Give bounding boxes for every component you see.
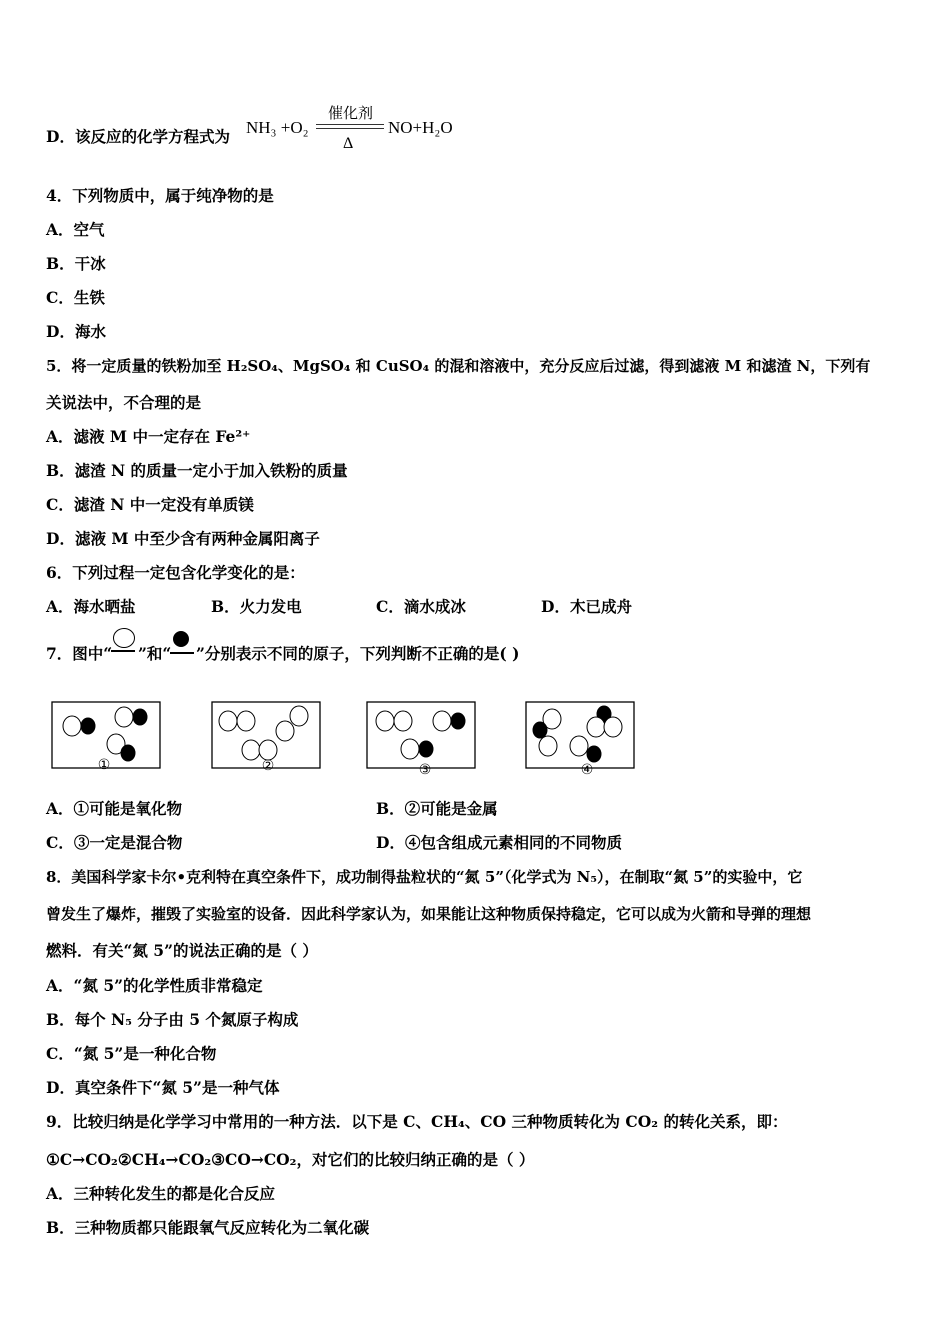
equation-equals-sign: [316, 124, 384, 129]
q8-option-b: B．每个 N₅ 分子由 5 个氮原子构成: [46, 1010, 299, 1029]
q5-option-d: D．滤液 M 中至少含有两种金属阳离子: [46, 529, 320, 548]
q6-option-d: D．木已成舟: [541, 597, 632, 616]
q6-option-b: B．火力发电: [211, 597, 302, 616]
box-label-2: ②: [261, 758, 275, 774]
q9-option-a: A．三种转化发生的都是化合反应: [46, 1184, 276, 1203]
equation-left: NH₃ +O₂: [246, 118, 309, 137]
q7-option-d: D．④包含组成元素相同的不同物质: [376, 833, 622, 852]
diagram-box-4: [526, 702, 634, 778]
equation-right: NO+H₂O: [388, 118, 453, 137]
q8-stem-line2: 曾发生了爆炸，摧毁了实验室的设备．因此科学家认为，如果能让这种物质保持稳定，它可以成为火箭和导弹的理想: [46, 905, 812, 923]
q5-stem-line2: 关说法中，不合理的是: [46, 393, 202, 412]
black-atom-icon: [173, 631, 189, 647]
q6-option-a: A．海水晒盐: [46, 597, 136, 616]
q4-stem: 4．下列物质中，属于纯净物的是: [46, 186, 274, 205]
q8-option-a: A．“氮 5”的化学性质非常稳定: [46, 976, 263, 995]
box-label-4: ④: [580, 762, 594, 778]
q7-option-b: B．②可能是金属: [376, 799, 498, 818]
q8-option-c: C．“氮 5”是一种化合物: [46, 1044, 217, 1063]
diagram-box-1: [52, 702, 160, 773]
white-atom-legend: [111, 628, 135, 652]
equation-condition-top: 催化剂: [328, 106, 374, 122]
q4-option-a: A．空气: [46, 220, 105, 239]
q8-stem-line1: 8．美国科学家卡尔•克利特在真空条件下，成功制得盐粒状的“氮 5”（化学式为 N₅），在制取“氮 5”的实验中，它: [46, 868, 803, 886]
white-atom-icon: [113, 628, 135, 648]
q4-option-c: C．生铁: [46, 288, 105, 307]
q3-option-d: [46, 127, 230, 147]
q6-stem: 6．下列过程一定包含化学变化的是：: [46, 563, 305, 582]
q5-option-a: A．滤液 M 中一定存在 Fe²⁺: [46, 427, 251, 446]
q6-option-c: C．滴水成冰: [376, 597, 466, 616]
q9-option-b: B．三种物质都只能跟氧气反应转化为二氧化碳: [46, 1218, 370, 1237]
diagram-box-2: [212, 702, 320, 774]
q7-option-c: C．③一定是混合物: [46, 833, 183, 852]
q9-stem-line2: ①C→CO₂②CH₄→CO₂③CO→CO₂，对它们的比较归纳正确的是（ ）: [46, 1150, 535, 1169]
q3-option-d-prefix: D．该反应的化学方程式为: [46, 127, 230, 146]
q4-option-d: D．海水: [46, 322, 106, 341]
q9-stem-line1: 9．比较归纳是化学学习中常用的一种方法．以下是 C、CH₄、CO 三种物质转化为 CO₂ 的转化关系，即：: [46, 1112, 788, 1131]
q4-option-b: B．干冰: [46, 254, 106, 273]
q7-option-a: A．①可能是氧化物: [46, 799, 183, 818]
box-label-3: ③: [418, 762, 432, 778]
q7-particle-diagram: [48, 696, 648, 786]
q7-stem-b: ”和“: [138, 644, 172, 663]
box-label-1: ①: [97, 757, 111, 773]
q5-option-b: B．滤渣 N 的质量一定小于加入铁粉的质量: [46, 461, 348, 480]
q5-stem-line1: 5．将一定质量的铁粉加至 H₂SO₄、MgSO₄ 和 CuSO₄ 的混和溶液中，充分反应后过滤，得到滤液 M 和滤渣 N，下列有: [46, 357, 871, 375]
black-atom-legend: [170, 630, 194, 654]
diagram-box-3: [367, 702, 475, 778]
equation-condition-bottom: Δ: [343, 135, 354, 152]
q8-option-d: D．真空条件下“氮 5”是一种气体: [46, 1078, 280, 1097]
q7-stem-c: ”分别表示不同的原子，下列判断不正确的是( ): [196, 644, 520, 663]
q8-stem-line3: 燃料．有关“氮 5”的说法正确的是（ ）: [46, 941, 318, 960]
q5-option-c: C．滤渣 N 中一定没有单质镁: [46, 495, 254, 514]
q7-stem-a: 7．图中“: [46, 644, 113, 663]
